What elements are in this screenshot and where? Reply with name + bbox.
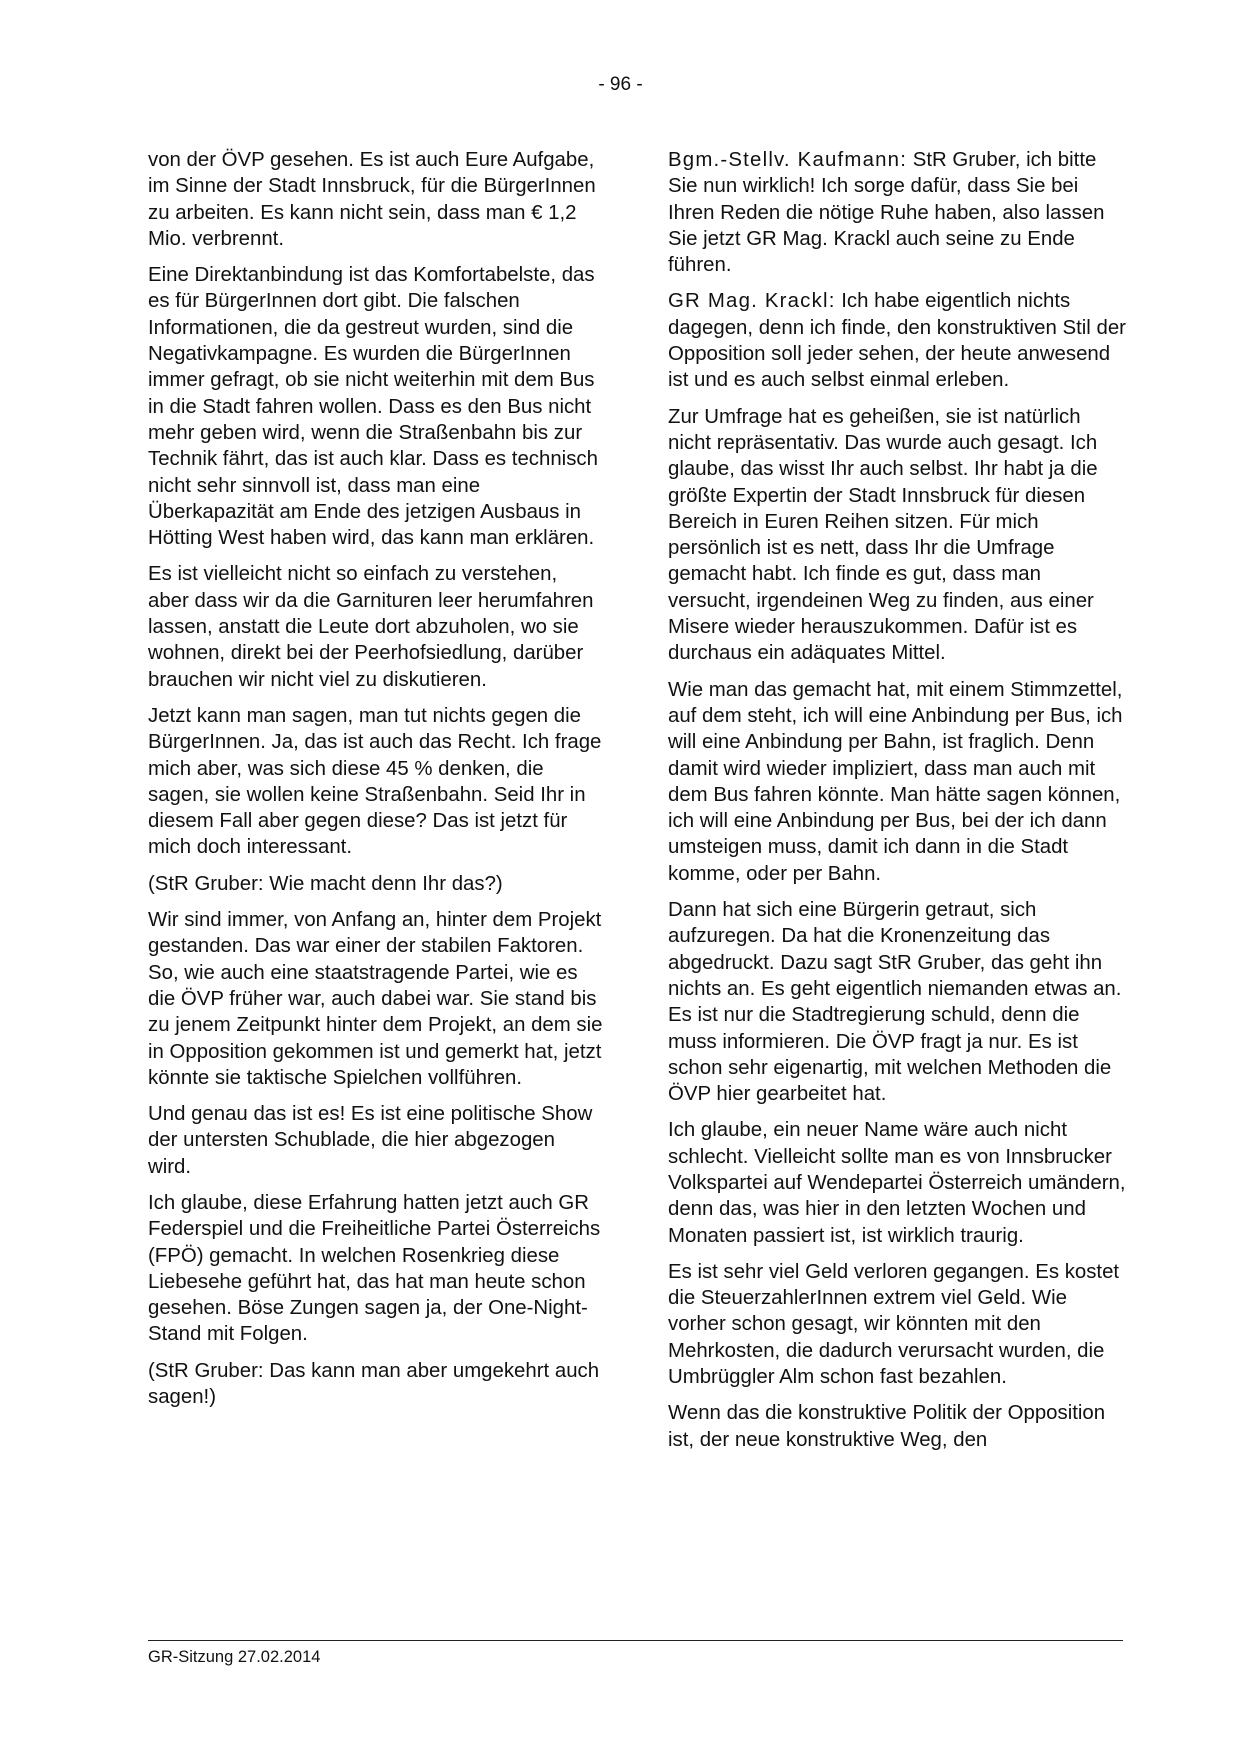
speaker-paragraph — [668, 147, 1126, 278]
paragraph: Es ist sehr viel Geld verloren gegangen. Es kostet die SteuerzahlerInnen extrem viel Geld. Wie vorher schon gesagt, wir könnten mit den Mehrkosten, die dadurch verursacht wurden, die Umbrüggler Alm schon fast bezahlen. — [668, 1260, 1120, 1389]
interjection: (StR Gruber: Das kann man aber umgekehrt auch sagen!) — [148, 1359, 600, 1409]
interjection: (StR Gruber: Wie macht denn Ihr das?) — [148, 872, 503, 895]
speaker-paragraph — [668, 288, 1126, 393]
paragraph: Ich glaube, ein neuer Name wäre auch nicht schlecht. Vielleicht sollte man es von Innsbrucker Volkspartei auf Wendepartei Österreich umändern, denn das, was hier in den letzten Wochen und Monaten passiert ist, ist wirklich traurig. — [668, 1119, 1126, 1247]
paragraph: Zur Umfrage hat es geheißen, sie ist natürlich nicht repräsentativ. Das wurde auch gesagt. Ich glaube, das wisst Ihr auch selbst. Ihr habt ja die größte Expertin der Stadt Innsbruck für diesen Bereich in Euren Reihen sitzen. Für mich persönlich ist es nett, dass Ihr die Umfrage gemacht habt. Ich finde es gut, dass man versucht, irgendeinen Weg zu finden, aus einer Misere wieder herauszukommen. Dafür ist es durchaus ein adäquates Mittel. — [668, 405, 1098, 665]
footer-divider — [148, 1640, 1123, 1641]
paragraph: Dann hat sich eine Bürgerin getraut, sich aufzuregen. Da hat die Kronenzeitung das abgedruckt. Dazu sagt StR Gruber, das geht ihn nichts an. Es geht eigentlich niemanden etwas an. Es ist nur die Stadtregierung schuld, denn die muss informieren. Die ÖVP fragt ja nur. Es ist schon sehr eigenartig, mit welchen Methoden die ÖVP hier gearbeitet hat. — [668, 899, 1122, 1106]
left-column — [148, 147, 603, 1420]
paragraph: von der ÖVP gesehen. Es ist auch Eure Aufgabe, im Sinne der Stadt Innsbruck, für die BürgerInnen zu arbeiten. Es kann nicht sein, dass man € 1,2 Mio. verbrennt. — [148, 149, 596, 250]
speaker-text: StR Gruber, ich bitte Sie nun wirklich! Ich sorge dafür, dass Sie bei Ihren Reden die nötige Ruhe haben, also lassen Sie jetzt GR Mag. Krackl auch seine zu Ende führen. — [668, 149, 1105, 277]
right-column — [668, 147, 1126, 1463]
speaker-name: Bgm.-Stellv. Kaufmann: — [668, 149, 908, 171]
paragraph: Wie man das gemacht hat, mit einem Stimmzettel, auf dem steht, ich will eine Anbindung per Bus, ich will eine Anbindung per Bahn, ist fraglich. Denn damit wird wieder impliziert, dass man auch mit dem Bus fahren könnte. Man hätte sagen können, ich will eine Anbindung per Bus, bei der ich dann umsteigen muss, damit ich dann in die Stadt komme, oder per Bahn. — [668, 678, 1123, 885]
paragraph: Jetzt kann man sagen, man tut nichts gegen die BürgerInnen. Ja, das ist auch das Recht. Ich frage mich aber, was sich diese 45 % denken, die sagen, sie wollen keine Straßenbahn. Seid Ihr in diesem Fall aber gegen diese? Das ist jetzt für mich doch interessant. — [148, 704, 602, 859]
page-number: - 96 - — [598, 74, 643, 95]
paragraph: Wenn das die konstruktive Politik der Opposition ist, der neue konstruktive Weg, den — [668, 1402, 1106, 1451]
paragraph: Und genau das ist es! Es ist eine politische Show der untersten Schublade, die hier abgezogen wird. — [148, 1103, 593, 1178]
footer-session-date: GR-Sitzung 27.02.2014 — [148, 1648, 321, 1666]
paragraph: Eine Direktanbindung ist das Komfortabelste, das es für BürgerInnen dort gibt. Die falschen Informationen, die da gestreut wurden, sind die Negativkampagne. Es wurden die BürgerInnen immer gefragt, ob sie nicht weiterhin mit dem Bus in die Stadt fahren wollen. Dass es den Bus nicht mehr geben wird, wenn die Straßenbahn bis zur Technik fährt, das ist auch klar. Dass es technisch nicht sehr sinnvoll ist, dass man eine Überkapazität am Ende des jetzigen Ausbaus in Hötting West haben wird, das kann man erklären. — [148, 264, 598, 550]
paragraph: Wir sind immer, von Anfang an, hinter dem Projekt gestanden. Das war einer der stabilen Faktoren. So, wie auch eine staatstragende Partei, wie es die ÖVP früher war, auch dabei war. Sie stand bis zu jenem Zeitpunkt hinter dem Projekt, an dem sie in Opposition gekommen ist und gemerkt hat, jetzt könnte sie taktische Spielchen vollführen. — [148, 909, 603, 1089]
speaker-text: Ich habe eigentlich nichts dagegen, denn ich finde, den konstruktiven Stil der Opposition soll jeder sehen, der heute anwesend ist und es auch selbst einmal erleben. — [668, 290, 1126, 392]
paragraph: Es ist vielleicht nicht so einfach zu verstehen, aber dass wir da die Garnituren leer herumfahren lassen, anstatt die Leute dort abzuholen, wo sie wohnen, direkt bei der Peerhofsiedlung, darüber brauchen wir nicht viel zu diskutieren. — [148, 563, 594, 691]
speaker-name: GR Mag. Krackl: — [668, 290, 836, 313]
paragraph: Ich glaube, diese Erfahrung hatten jetzt auch GR Federspiel und die Freiheitliche Partei Österreichs (FPÖ) gemacht. In welchen Rosenkrieg diese Liebesehe geführt hat, das hat man heute schon gesehen. Böse Zungen sagen ja, der One-Night-Stand mit Folgen. — [148, 1191, 601, 1346]
